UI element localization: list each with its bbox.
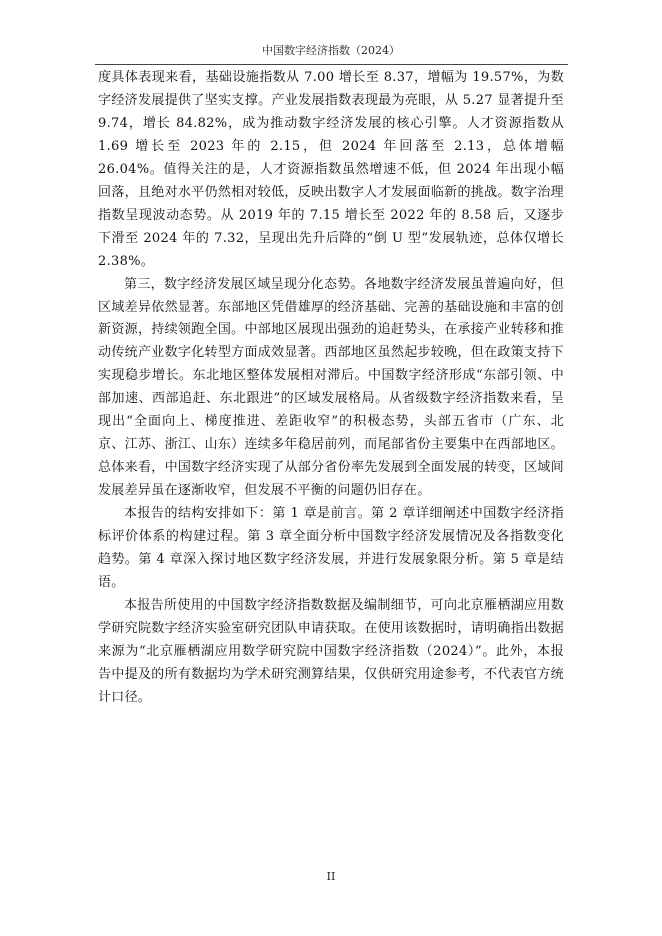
paragraph-data-source: 本报告所使用的中国数字经济指数数据及编制细节，可向北京雁栖湖应用数学研究院数字经济实验室研究团队申请获取。在使用该数据时，请明确指出数据来源为“北京雁栖湖应用数学研究院中国数字经济指数（2024）”。此外，本报告中提及的所有数据均为学术研究测算结果，仅供研究用途参考，不代表官方统计口径。 bbox=[98, 597, 564, 705]
page-number: II bbox=[326, 870, 336, 883]
header-rule bbox=[95, 64, 568, 65]
paragraph-continued: 度具体表现来看，基础设施指数从 7.00 增长至 8.37，增幅为 19.57%，为数字经济发展提供了坚实支撑。产业发展指数表现最为亮眼，从 5.27 显著提升至 9.74，增长 84.82%，成为推动数字经济发展的核心引擎。人才资源指数从 1.69 增长至 2023 年的 2.15，但 2024 年回落至 2.13，总体增幅 26.04%。值得关注的是，人才资源指数虽然增速不低，但 2024 年出现小幅回落，且绝对水平仍然相对较低，反映出数字人才发展面临新的挑战。数字治理指数呈现波动态势。从 2019 年的 7.15 增长至 2022 年的 8.58 后，又逐步下滑至 2024 年的 7.32，呈现出先升后降的“倒 U 型”发展轨迹，总体仅增长 2.38%。 bbox=[98, 70, 564, 269]
paragraph-report-structure: 本报告的结构安排如下：第 1 章是前言。第 2 章详细阐述中国数字经济指标评价体系的构建过程。第 3 章全面分析中国数字经济发展情况及各指数变化趋势。第 4 章深入探讨地区数字经济发展，并进行发展象限分析。第 5 章是结语。 bbox=[98, 506, 564, 590]
paragraph-regional-differentiation: 第三，数字经济发展区域呈现分化态势。各地数字经济发展虽普遍向好，但区域差异依然显著。东部地区凭借雄厚的经济基础、完善的基础设施和丰富的创新资源，持续领跑全国。中部地区展现出强劲的追赶势头，在承接产业转移和推动传统产业数字化转型方面成效显著。西部地区虽然起步较晚，但在政策支持下实现稳步增长。东北地区整体发展相对滞后。中国数字经济形成“东部引领、中部加速、西部追赶、东北跟进”的区域发展格局。从省级数字经济指数来看，呈现出“全面向上、梯度推进、差距收窄”的积极态势，头部五省市（广东、北京、江苏、浙江、山东）连续多年稳居前列，而尾部省份主要集中在西部地区。总体来看，中国数字经济实现了从部分省份率先发展到全面发展的转变，区域间发展差异虽在逐渐收窄，但发展不平衡的问题仍旧存在。 bbox=[98, 276, 564, 499]
running-header: 中国数字经济指数（2024） bbox=[262, 44, 400, 57]
body-text bbox=[98, 67, 564, 710]
